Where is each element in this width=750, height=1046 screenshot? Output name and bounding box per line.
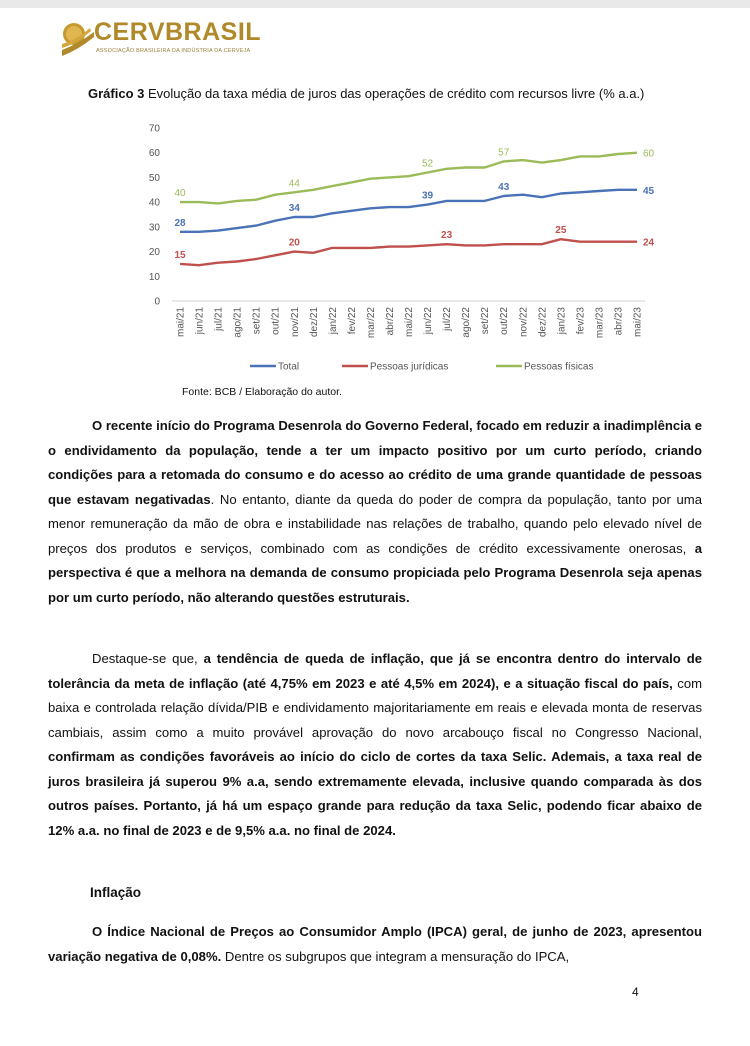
x-tick-label: abr/22 [384,307,396,336]
data-label: 40 [174,188,186,200]
x-tick-label: jul/22 [442,307,454,331]
x-tick-label: ago/21 [232,307,244,338]
data-label: 24 [643,237,655,249]
x-tick-label: mai/23 [632,307,644,338]
x-tick-label: set/22 [480,307,492,335]
bold-text-run: O recente início do Programa Desenrola do Governo Federal, focado em reduzir a inadimplência e o endividamento da população, tende a ter um impacto positivo por um curto período, criando condições para a retomada do consumo e do acesso ao crédito de uma grande quantidade de pessoas que estavam negativadas [48,418,702,507]
data-label: 57 [498,147,510,159]
x-tick-label: set/21 [251,307,263,335]
chart-title [88,86,644,101]
paragraph-ipca [48,920,702,969]
x-tick-label: dez/21 [308,307,320,338]
y-tick-label: 70 [148,123,160,135]
x-tick-label: mai/22 [404,307,415,338]
text-run: Destaque-se que, [92,651,204,666]
y-tick-label: 60 [148,148,160,160]
y-tick-label: 50 [148,172,160,184]
chart-title-text: Evolução da taxa média de juros das operações de crédito com recursos livre (% a.a.) [144,86,645,101]
x-tick-label: fev/23 [575,307,587,335]
legend-label: Pessoas físicas [524,361,594,373]
x-tick-label: nov/21 [289,307,301,338]
x-tick-label: jan/22 [327,307,339,335]
x-tick-label: mar/23 [594,306,606,339]
data-label: 60 [643,148,655,160]
x-tick-label: dez/22 [537,307,549,338]
bold-text-run: a perspectiva é que a melhora na demanda de consumo propiciada pelo Programa Desenrola seja apenas por um curto período, não alterando questões estruturais. [48,540,702,605]
logo-subtitle: ASSOCIAÇÃO BRASILEIRA DA INDÚSTRIA DA CERVEJA [96,48,251,54]
text-run: Dentre os subgrupos que integram a mensuração do IPCA, [221,948,570,964]
data-label: 52 [421,158,434,170]
data-label: 23 [441,230,453,242]
data-label: 44 [288,178,300,190]
x-tick-label: fev/22 [346,307,358,335]
paragraph-selic [48,647,702,843]
x-tick-label: jun/22 [423,307,435,335]
interest-rate-line-chart [120,116,670,378]
data-label: 45 [643,185,655,197]
legend-label: Total [278,361,300,373]
data-label: 25 [555,225,567,237]
data-label: 34 [288,202,300,214]
chart-title-label: Gráfico 3 [88,86,145,101]
page-number: 4 [632,985,639,999]
bold-text-run: a tendência de queda de inflação, que já se encontra dentro do intervalo de tolerância da meta de inflação (até 4,75% em 2023 e até 4,5% em 2024), e a situação fiscal do país, [48,651,702,691]
section-heading-inflacao: Inflação [90,885,142,900]
x-tick-label: nov/22 [518,307,530,338]
x-tick-label: jan/23 [556,307,568,335]
x-tick-label: jun/21 [194,307,206,335]
y-tick-label: 10 [148,271,160,283]
paragraph-desenrola [48,414,702,610]
y-tick-label: 30 [148,222,160,234]
data-label: 43 [498,181,510,193]
y-tick-label: 40 [148,197,160,209]
cervbrasil-logo [60,18,262,62]
logo-text: CERVBRASIL [94,18,262,46]
series-line [180,153,637,204]
x-tick-label: mar/22 [365,307,377,339]
series-line [180,190,637,232]
series-line [180,239,637,265]
data-label: 15 [174,249,186,261]
x-tick-label: out/22 [499,307,511,335]
top-bar [0,0,750,8]
x-tick-label: abr/23 [613,307,625,336]
logo-emblem-icon [60,20,96,58]
y-tick-label: 20 [148,247,160,259]
x-tick-label: out/21 [270,307,282,335]
y-tick-label: 0 [154,296,160,308]
chart-source: Fonte: BCB / Elaboração do autor. [182,386,342,398]
x-tick-label: mai/21 [175,307,187,338]
data-label: 28 [174,217,186,229]
bold-text-run: O Índice Nacional de Preços ao Consumidor Amplo (IPCA) geral, de junho de 2023, apresentou variação negativa de 0,08%. [48,924,702,964]
data-label: 39 [421,190,434,202]
text-run: . No entanto, diante da queda do poder de compra da população, tanto por uma menor remuneração da mão de obra e instabilidade nas relações de trabalho, quando pelo elevado nível de preços dos produtos e serviços, combinado com as condições de crédito excessivamente onerosas, [48,491,702,556]
x-tick-label: ago/22 [461,307,473,338]
x-tick-label: jul/21 [213,307,225,331]
text-run: com baixa e controlada relação dívida/PIB e endividamento majoritariamente em reais e elevada monta de reservas cambiais, assim como a muito provável aprovação do novo arcabouço fiscal no Congresso Nacional, [48,675,703,740]
bold-text-run: confirmam as condições favoráveis ao início do ciclo de cortes da taxa Selic. Ademais, a taxa real de juros brasileira já superou 9% a.a, sendo extremamente elevada, inclusive quando comparada às dos outros países. Portanto, já há um espaço grande para redução da taxa Selic, podendo ficar abaixo de 12% a.a. no final de 2023 e de 9,5% a.a. no final de 2024. [48,749,702,838]
legend-label: Pessoas jurídicas [370,361,449,373]
data-label: 20 [288,237,300,249]
